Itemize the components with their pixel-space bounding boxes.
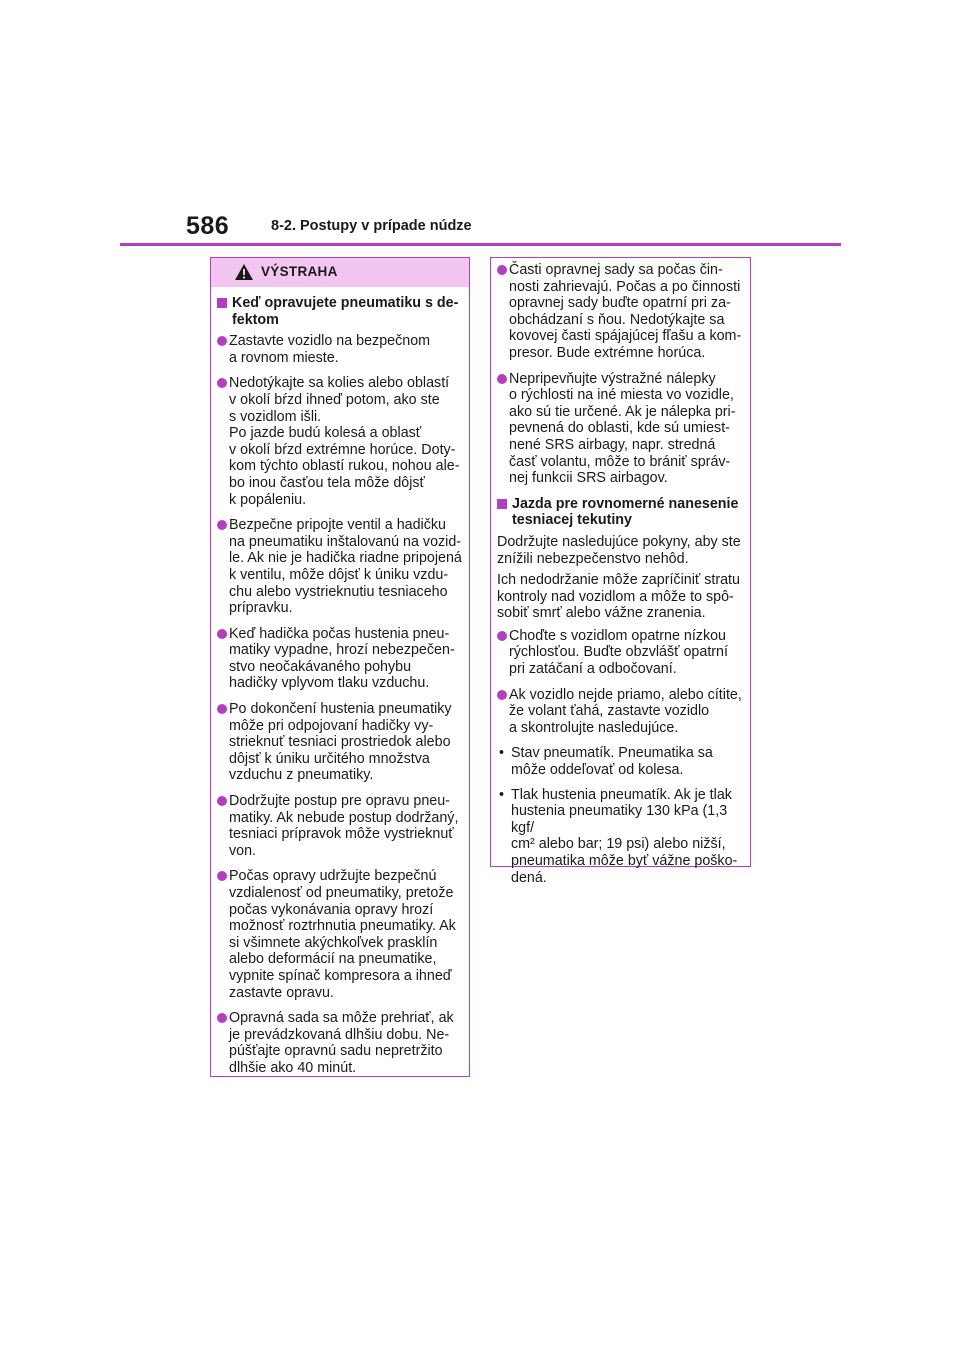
circle-bullet-icon	[217, 378, 227, 388]
list-item	[217, 868, 463, 1001]
dash-bullet: •	[499, 786, 505, 803]
warning-left-content	[211, 287, 469, 1077]
paragraph: Dodržujte nasledujúce pokyny, aby ste znížili nebezpečenstvo nehôd.	[497, 533, 741, 567]
warning-box-right	[490, 257, 751, 886]
right-heading-text: Jazda pre rovnomerné nanesenie tesniacej tekutiny	[512, 495, 739, 529]
circle-bullet-icon	[497, 690, 507, 700]
circle-bullet-icon	[217, 336, 227, 346]
list-item	[497, 371, 744, 487]
right-heading	[497, 496, 744, 529]
circle-bullet-icon	[217, 796, 227, 806]
list-item-text: Časti opravnej sady sa počas čin- nosti zahrievajú. Počas a po činnosti opravnej sady buďte opatrní pri za- obchádzaní s ňou. Nedotýkajte sa kovovej časti spájajúcej fľašu a kom- presor. Bude extrémne horúca.	[509, 262, 742, 361]
list-item-text: Ak vozidlo nejde priamo, alebo cítite, že volant ťahá, zastavte vozidlo a skontrolujte nasledujúce.	[509, 686, 742, 736]
list-item	[497, 687, 744, 737]
sub-list-item-text: Stav pneumatík. Pneumatika sa môže oddeľovať od kolesa.	[511, 745, 713, 779]
sub-list-item	[497, 787, 744, 887]
paragraph: Ich nedodržanie môže zapríčiniť stratu kontroly nad vozidlom a môže to spô- sobiť smrť alebo vážne zranenia.	[497, 572, 740, 622]
list-item-text: Počas opravy udržujte bezpečnú vzdialenosť od pneumatiky, pretože počas vykonávania opravy hrozí možnosť roztrhnutia pneumatiky. Ak si všimnete akýchkoľvek prasklín alebo deformácií na pneumatike, vypnite spínač kompresora a ihneď zastavte opravu.	[229, 868, 456, 1001]
list-item	[217, 793, 463, 859]
list-item	[217, 626, 463, 692]
list-item	[217, 375, 463, 508]
warning-title: VÝSTRAHA	[261, 264, 338, 279]
list-item-text: Nepripevňujte výstražné nálepky o rýchlosti na iné miesta vo vozidle, ako sú tie určené. Ak je nálepka pri- pevnená do oblasti, kde sú umiest- nené SRS airbagy, napr. stredná časť volantu, môže to brániť správ- nej funkcii SRS airbagov.	[509, 370, 736, 487]
circle-bullet-icon	[497, 374, 507, 384]
list-item	[497, 262, 744, 362]
dash-bullet: •	[499, 745, 505, 762]
left-heading	[217, 295, 463, 328]
sub-list-item	[497, 745, 744, 778]
list-item-text: Bezpečne pripojte ventil a hadičku na pneumatiku inštalovanú na vozid- le. Ak nie je hadička riadne pripojená k ventilu, môže dôjsť k úniku vzdu- chu alebo vystrieknutiu tesniaceho prípravku.	[229, 517, 462, 617]
circle-bullet-icon	[217, 704, 227, 714]
square-bullet-icon	[217, 298, 227, 308]
list-item-text: Po dokončení hustenia pneumatiky môže pri odpojovaní hadičky vy- strieknuť tesniaci prostriedok alebo dôjsť k úniku určitého množstva vzduchu z pneumatiky.	[229, 701, 452, 784]
circle-bullet-icon	[497, 265, 507, 275]
list-item-text: Zastavte vozidlo na bezpečnom a rovnom mieste.	[229, 333, 431, 366]
warning-triangle-icon	[234, 263, 254, 281]
left-heading-text: Keď opravujete pneumatiku s de- fektom	[232, 295, 459, 328]
circle-bullet-icon	[217, 629, 227, 639]
list-item	[497, 628, 744, 678]
circle-bullet-icon	[217, 520, 227, 530]
list-item	[217, 701, 463, 784]
list-item-text: Opravná sada sa môže prehriať, ak je prevádzkovaná dlhšiu dobu. Ne- púšťajte opravnú sadu nepretržito dlhšie ako 40 minút.	[229, 1010, 454, 1076]
list-item-text: Nedotýkajte sa kolies alebo oblastí v okolí bŕzd ihneď potom, ako ste s vozidlom išli. Po jazde budú kolesá a oblasť v okolí bŕzd extrémne horúce. Doty- kom týchto oblastí rukou, nohou ale- bo inou časťou tela môže dôjsť k popáleniu.	[229, 375, 460, 508]
page-number: 586	[186, 212, 230, 240]
header-rule	[120, 243, 841, 246]
circle-bullet-icon	[497, 631, 507, 641]
warning-header	[211, 258, 469, 287]
list-item	[217, 333, 463, 366]
circle-bullet-icon	[217, 1013, 227, 1023]
square-bullet-icon	[497, 499, 507, 509]
circle-bullet-icon	[217, 871, 227, 881]
sub-list-item-text: Tlak hustenia pneumatík. Ak je tlak hustenia pneumatiky 130 kPa (1,3 kgf/ cm² alebo bar; 19 psi) alebo nižší, pneumatika môže byť vážne poško- dená.	[511, 786, 738, 886]
section-title: 8-2. Postupy v prípade núdze	[271, 218, 472, 234]
list-item-text: Keď hadička počas hustenia pneu- matiky vypadne, hrozí nebezpečen- stvo neočakávaného pohybu hadičky vplyvom tlaku vzduchu.	[229, 625, 455, 692]
warning-box-left	[210, 257, 470, 1077]
list-item-text: Dodržujte postup pre opravu pneu- matiky. Ak nebude postup dodržaný, tesniaci prípravok môže vystrieknuť von.	[229, 793, 459, 859]
list-item	[217, 1010, 463, 1076]
list-item	[217, 517, 463, 617]
list-item-text: Choďte s vozidlom opatrne nízkou rýchlosťou. Buďte obzvlášť opatrní pri zatáčaní a odbočovaní.	[509, 627, 728, 678]
